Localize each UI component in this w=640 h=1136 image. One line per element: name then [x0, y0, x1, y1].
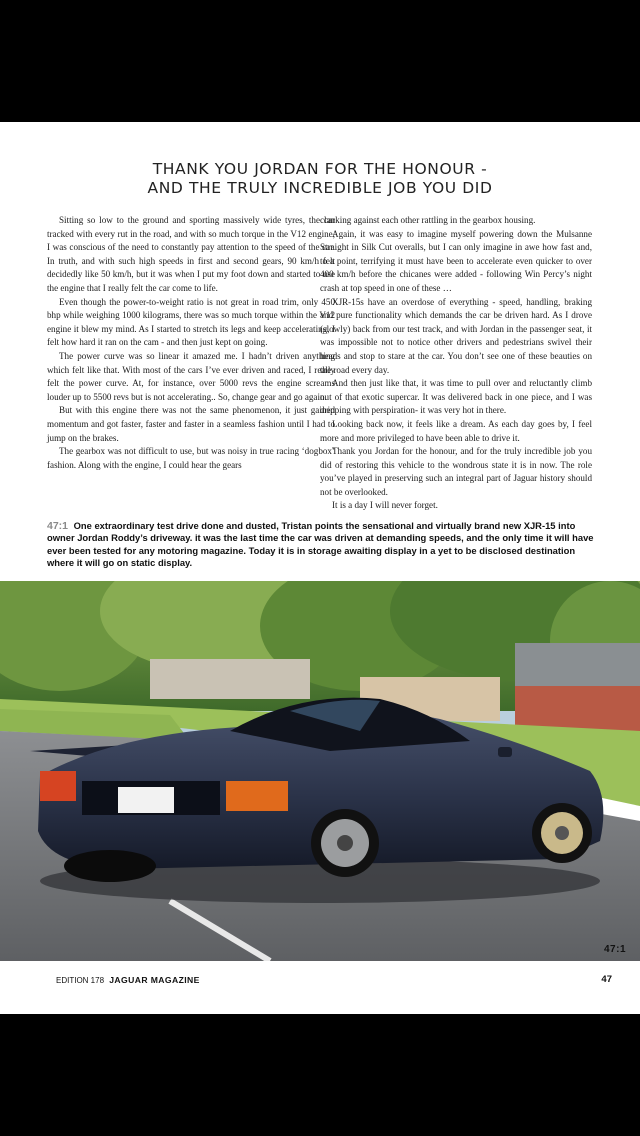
article-column-right: [320, 214, 592, 513]
article-headline: [0, 160, 640, 198]
paragraph-continuation: clanking against each other rattling in the gearbox housing.: [320, 215, 536, 225]
page-footer: [56, 973, 612, 989]
paragraph: Sitting so low to the ground and sporting massively wide tyres, the car tracked with every rut in the road, and with so much torque in the V12 engine, I was conscious of the need to constantly pay attention to the speed of the car. In truth, and with such high speeds in first and second gears, 90 km/h felt decidedly like 50 km/h, but it was when I put my foot down and started to use the engine that I really felt the car come to life.: [47, 215, 335, 293]
car-photo: [0, 581, 640, 961]
paragraph: XJR-15s have an overdose of everything - speed, handling, braking and pure functionality which demands the car be driven hard. As I drove (slowly) back from our test track, and with Jordan in the passenger seat, it was impossible not to notice other drivers and pedestrians swivel their heads and stop to stare at the car. You don’t see one of these beauties on the road every day.: [320, 296, 592, 375]
caption-number: 47:1: [47, 520, 69, 532]
headline-line-2: AND THE TRULY INCREDIBLE JOB YOU DID: [147, 179, 493, 197]
page-number: 47: [601, 974, 612, 985]
headline-line-1: THANK YOU JORDAN FOR THE HONOUR -: [152, 160, 488, 178]
footer-edition-line: [56, 975, 200, 985]
paragraph: The power curve was so linear it amazed me. I hadn’t driven anything which felt like that. With most of the cars I’ve ever driven and raced, I really felt the power curve. At, for instance, over 5000 revs the engine screams louder up to 5500 revs but is not accelerating.. So, change gear and go again.: [47, 350, 335, 402]
footer-magazine: JAGUAR MAGAZINE: [109, 975, 200, 985]
article-column-left: [47, 214, 335, 472]
footer-edition: EDITION 178: [56, 976, 105, 985]
paragraph: But with this engine there was not the same phenomenon, it just gained momentum and got faster, faster and faster in a seamless fashion until I had to jump on the brakes.: [47, 405, 335, 443]
paragraph: Thank you Jordan for the honour, and for the truly incredible job you did of restoring this vehicle to the wondrous state it is in now. The role you’ve played in preserving such an integral part of Jaguar history should not be overlooked.: [320, 446, 592, 497]
paragraph: Again, it was easy to imagine myself powering down the Mulsanne Straight in Silk Cut overalls, but I can only imagine in awe how fast and, to a point, terrifying it must have been to accelerate even quicker to over 400 km/h before the chicanes were added - following Win Percy’s night crash at top speed in one of these …: [320, 228, 592, 293]
paragraph: It is a day I will never forget.: [332, 500, 438, 511]
caption-text: One extraordinary test drive done and dusted, Tristan points the sensational and virtually brand new XJR-15 into owner Jordan Roddy’s driveway. it was the last time the car was driven at demanding speeds, and the only time it will have ever been tested for any motoring magazine. Today it is in storage awaiting display in a yet to be disclosed destination where it will go on static display.: [47, 520, 594, 568]
photo-tag: 47:1: [603, 944, 626, 955]
paragraph: The gearbox was not difficult to use, but was noisy in true racing ‘dogbox’ fashion. Along with the engine, I could hear the gears: [47, 446, 335, 470]
magazine-page: [0, 122, 640, 1014]
photo-caption: [47, 520, 595, 569]
paragraph: Even though the power-to-weight ratio is not great in road trim, only 450 bhp while weighing 1000 kilograms, there was so much torque within the V12 engine it blew my mind. As I started to stretch its legs and keep accelerating, I felt how hard it ran on the cam - and then just kept on going.: [47, 296, 335, 348]
paragraph: Looking back now, it feels like a dream. As each day goes by, I feel more and more privileged to have been able to drive it.: [320, 418, 592, 443]
car-photo-illustration: [0, 581, 640, 961]
paragraph: And then just like that, it was time to pull over and reluctantly climb out of that exotic supercar. It was delivered back in one piece, and I was dripping with perspiration- it was very hot in there.: [320, 378, 592, 416]
